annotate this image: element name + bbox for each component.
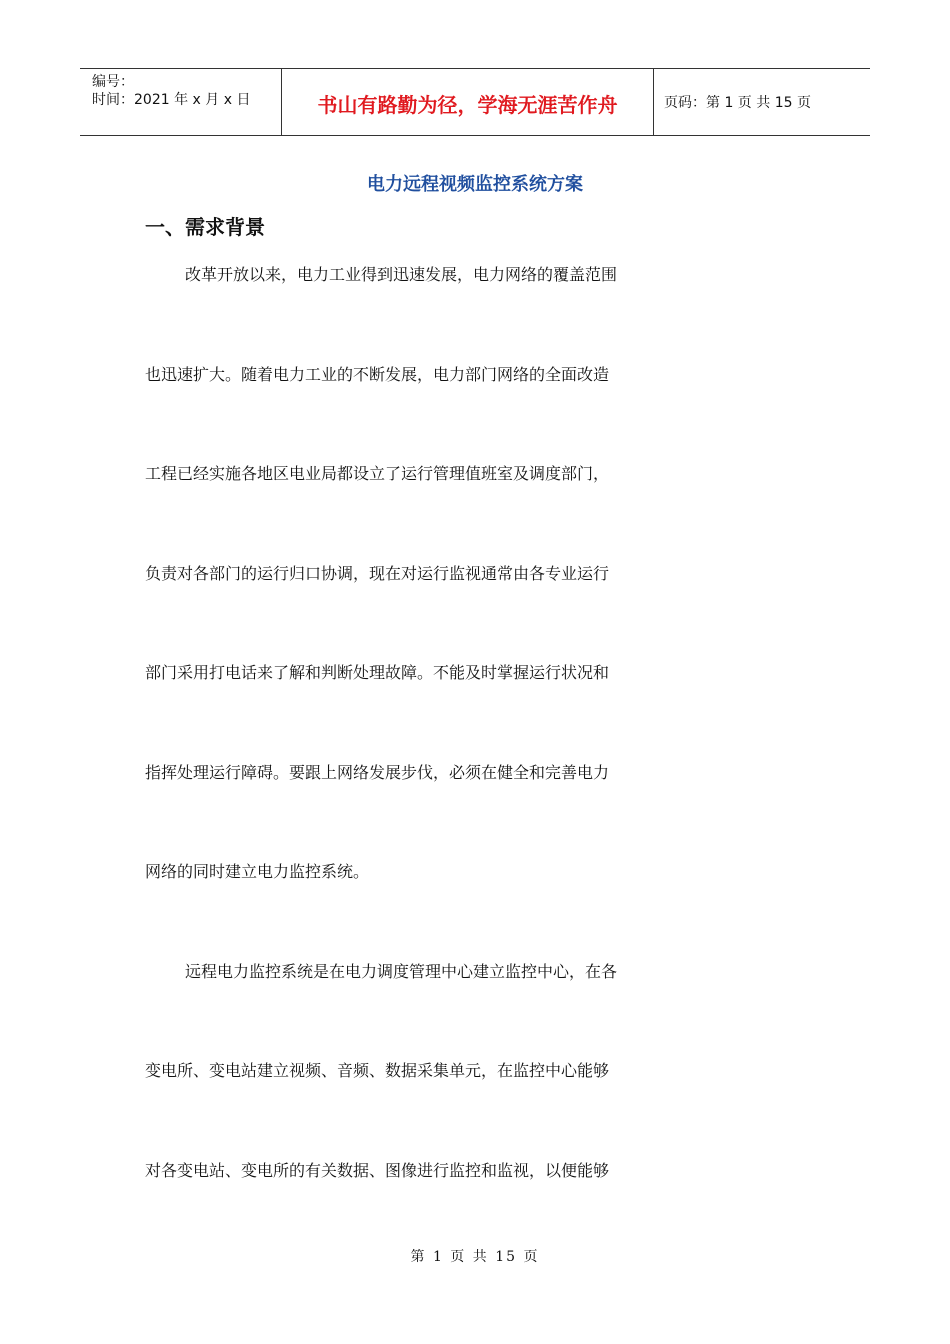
- body-line: 改革开放以来，电力工业得到迅速发展，电力网络的覆盖范围: [185, 265, 618, 284]
- document-date-label: 时间：2021 年 x 月 x 日: [92, 92, 251, 108]
- header-page-info: 页码：第 1 页 共 15 页: [664, 95, 811, 111]
- body-line: 部门采用打电话来了解和判断处理故障。不能及时掌握运行状况和: [145, 663, 610, 682]
- document-title: 电力远程视频监控系统方案: [367, 174, 583, 195]
- body-line: 远程电力监控系统是在电力调度管理中心建立监控中心，在各: [185, 961, 618, 981]
- body-line: 对各变电站、变电所的有关数据、图像进行监控和监视，以便能够: [145, 1160, 610, 1180]
- header-meta-cell: [80, 69, 282, 135]
- header-motto-cell: [282, 69, 654, 135]
- section-heading: 一、需求背景: [145, 215, 265, 239]
- header-motto: 书山有路勤为径，学海无涯苦作舟: [317, 92, 618, 117]
- body-line: 网络的同时建立电力监控系统。: [145, 862, 370, 881]
- paragraph-1: [145, 262, 805, 959]
- document-number-label: 编号：: [92, 74, 134, 90]
- body-line: 负责对各部门的运行归口协调，现在对运行监视通常由各专业运行: [145, 563, 610, 583]
- body-line: 也迅速扩大。随着电力工业的不断发展，电力部门网络的全面改造: [145, 364, 610, 384]
- document-body: [145, 262, 805, 1257]
- page-footer: 第 1 页 共 15 页: [410, 1249, 540, 1265]
- body-line: 工程已经实施各地区电业局都设立了运行管理值班室及调度部门，: [145, 464, 610, 483]
- paragraph-2: [145, 959, 805, 1258]
- header-page-cell: [654, 69, 870, 135]
- header-table: [80, 68, 870, 136]
- body-line: 变电所、变电站建立视频、音频、数据采集单元，在监控中心能够: [145, 1061, 610, 1080]
- body-line: 指挥处理运行障碍。要跟上网络发展步伐，必须在健全和完善电力: [145, 762, 610, 782]
